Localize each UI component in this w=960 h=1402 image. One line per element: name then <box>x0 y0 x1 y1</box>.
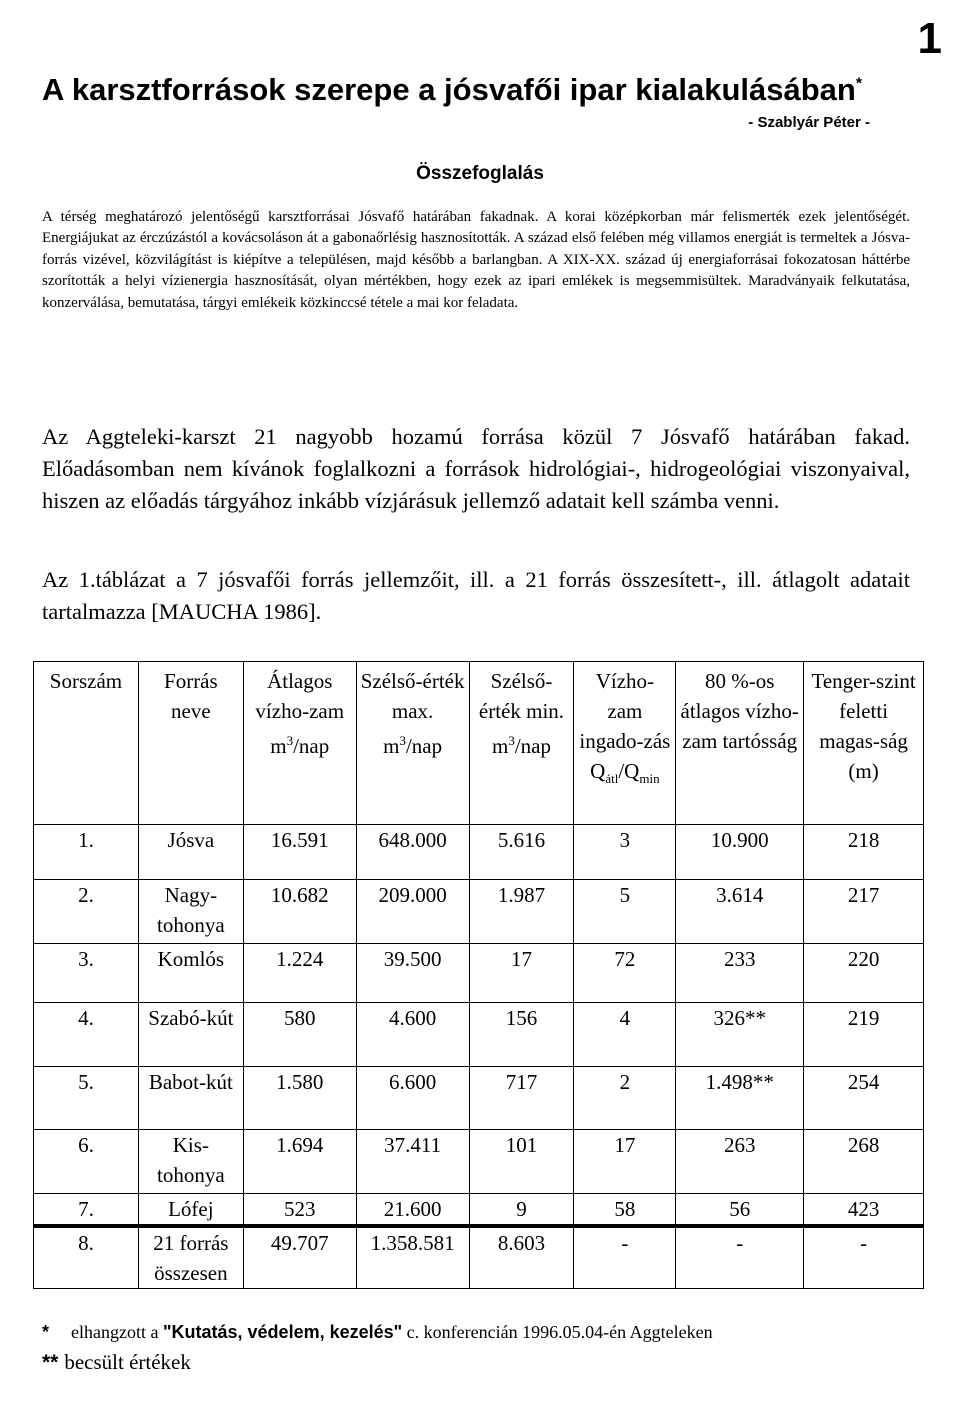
author: - Szablyár Péter - <box>748 114 870 131</box>
header-max-value: Szélső-érték max. $m^3$/nap <box>356 662 469 825</box>
table-row: 1. Jósva 16.591 648.000 5.616 3 10.900 218 <box>34 825 924 880</box>
conference-name: "Kutatás, védelem, kezelés" <box>162 1322 403 1342</box>
header-duration: 80 %-os átlagos vízho-zam tartósság <box>676 662 804 825</box>
springs-table <box>33 661 924 1289</box>
header-number: Sorszám <box>34 662 139 825</box>
header-altitude: Tenger-szint feletti magas-ság (m) <box>804 662 924 825</box>
table-row: 7. Lófej 523 21.600 9 58 56 423 <box>34 1194 924 1227</box>
footnotes <box>42 1318 922 1379</box>
footnote-marker: * <box>42 1322 50 1342</box>
table-total-row: 8. 21 forrás összesen 49.707 1.358.581 8.603 - - - <box>34 1226 924 1289</box>
header-average-yield: Átlagos vízho-zam $m^3$/nap <box>243 662 356 825</box>
table-row: 4. Szabó-kút 580 4.600 156 4 326** 219 <box>34 1003 924 1067</box>
summary-paragraph: A térség meghatározó jelentőségű karsztforrásai Jósvafő határában fakadnak. A korai középkorban már felismerték ezek jelentőségét. Energiájukat az érczúzástól a kovácsoláson át a gabonaőrlésig hasznosították. A század első felében még villamos energiát is termeltek a Jósva-forrás vizével, közvilágítást is kiépítve a településen, majd később a barlangban. A XIX-XX. század új energiaforrásai fokozatosan háttérbe szorították a helyi vízienergia hasznosítását, olyan mértékben, hogy ezek az ipari emlékek is megsemmisültek. Maradványaik felkutatása, konzerválása, bemutatása, tárgyi emlékeik közkinccsé tétele a mai kor feladata. <box>42 209 910 311</box>
table-row: 5. Babot-kút 1.580 6.600 717 2 1.498** 254 <box>34 1067 924 1130</box>
header-spring-name: Forrás neve <box>138 662 243 825</box>
header-min-value: Szélső-érték min. $m^3$/nap <box>469 662 574 825</box>
footnote-estimated: ** becsült értékek <box>42 1350 191 1374</box>
summary-heading: Összefoglalás <box>416 163 544 184</box>
table-row: 6. Kis-tohonya 1.694 37.411 101 17 263 268 <box>34 1130 924 1194</box>
table-row: 2. Nagy-tohonya 10.682 209.000 1.987 5 3.614 217 <box>34 880 924 944</box>
body-paragraph-2: Az 1.táblázat a 7 jósvafői forrás jellemzőit, ill. a 21 forrás összesített-, ill. átlagolt adatait tartalmazza [MAUCHA 1986]. <box>42 567 910 624</box>
table-row: 3. Komlós 1.224 39.500 17 72 233 220 <box>34 944 924 1003</box>
document-title <box>42 72 862 108</box>
table-header-row <box>34 662 924 825</box>
body-paragraph-1: Az Aggteleki-karszt 21 nagyobb hozamú forrása közül 7 Jósvafő határában fakad. Előadásomban nem kívánok foglalkozni a források hidrológiai-, hidrogeológiai viszonyaival, hiszen az előadás tárgyához inkább vízjárásuk jellemző adatait kell számba venni. <box>42 424 910 513</box>
footnote-conference: * elhangzott a "Kutatás, védelem, kezelés" c. konferencián 1996.05.04-én Aggteleken <box>42 1322 713 1342</box>
footnote-marker: ** <box>42 1351 59 1374</box>
title-text: A karsztforrások szerepe a jósvafői ipar kialakulásában <box>42 72 856 107</box>
title-footnote-marker: * <box>855 75 863 93</box>
header-yield-fluctuation: Vízho-zam ingado-zás $Q_{átl}/Q_{min}$ <box>574 662 676 825</box>
page-number: 1 <box>917 14 942 63</box>
